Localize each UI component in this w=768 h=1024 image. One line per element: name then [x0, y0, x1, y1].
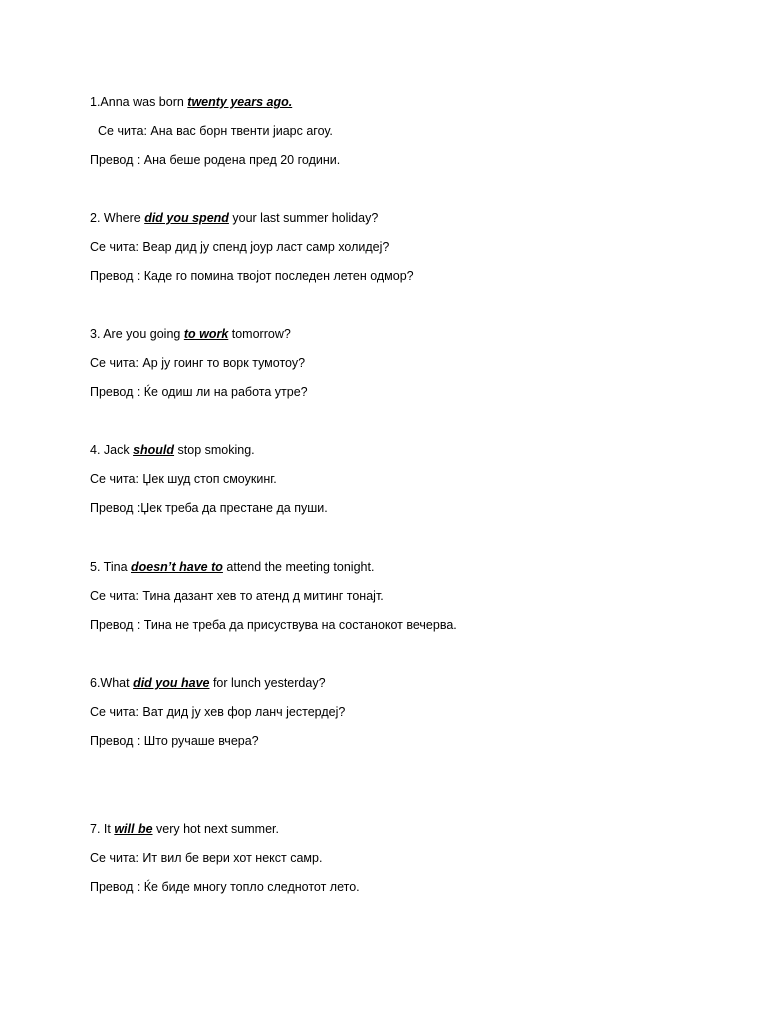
sentence-7-start: 7. It [90, 822, 115, 836]
sentence-2-emphasis: did you spend [144, 211, 229, 225]
sentence-4-emphasis: should [133, 443, 175, 457]
reading-5: Се чита: Тина дазант хев то атенд д митинг тонајт. [90, 589, 384, 603]
sentence-5-start: 5. Tina [90, 560, 131, 574]
sentence-4-start: 4. Jack [90, 443, 134, 457]
translation-3: Превод : Ќе одиш ли на работа утре? [90, 385, 308, 399]
sentence-7-emphasis: will be [114, 822, 153, 836]
sentence-1 [90, 94, 292, 110]
reading-6: Се чита: Ват дид ју хев фор ланч јестердеј? [90, 705, 346, 719]
sentence-5-emphasis: doesn’t have to [131, 560, 223, 574]
sentence-1-start: 1.Anna was born [90, 95, 188, 109]
translation-5: Превод : Тина не треба да присуствува на состанокот вечерва. [90, 618, 457, 632]
sentence-4 [90, 442, 255, 458]
translation-7: Превод : Ќе биде многу топло следнотот лето. [90, 880, 360, 894]
sentence-5 [90, 559, 374, 575]
reading-4: Се чита: Џек шуд стоп смоукинг. [90, 472, 277, 486]
reading-2: Се чита: Веар дид ју спенд јоур ласт самр холидеј? [90, 240, 390, 254]
translation-1: Превод : Ана беше родена пред 20 години. [90, 153, 341, 167]
sentence-5-end: attend the meeting tonight. [222, 560, 375, 574]
reading-1: Се чита: Ана вас борн твенти јиарс агоу. [98, 124, 333, 138]
translation-2: Превод : Каде го помина твојот последен летен одмор? [90, 269, 414, 283]
sentence-3-end: tomorrow? [228, 327, 291, 341]
sentence-6-start: 6.What [90, 676, 134, 690]
sentence-7 [90, 821, 279, 837]
sentence-2-start: 2. Where [90, 211, 145, 225]
translation-4: Превод :Џек треба да престане да пуши. [90, 501, 328, 515]
sentence-6-end: for lunch yesterday? [209, 676, 326, 690]
sentence-3-start: 3. Are you going [90, 327, 184, 341]
sentence-2-end: your last summer holiday? [228, 211, 379, 225]
sentence-4-end: stop smoking. [174, 443, 255, 457]
sentence-3 [90, 326, 291, 342]
sentence-1-emphasis: twenty years ago. [187, 95, 293, 109]
reading-7: Се чита: Ит вил бе вери хот некст самр. [90, 851, 323, 865]
reading-3: Се чита: Ар ју гоинг то ворк тумотоу? [90, 356, 306, 370]
sentence-6-emphasis: did you have [133, 676, 210, 690]
sentence-2 [90, 210, 378, 226]
sentence-7-end: very hot next summer. [152, 822, 279, 836]
sentence-3-emphasis: to work [183, 327, 229, 341]
sentence-6 [90, 675, 326, 691]
translation-6: Превод : Што ручаше вчера? [90, 734, 259, 748]
